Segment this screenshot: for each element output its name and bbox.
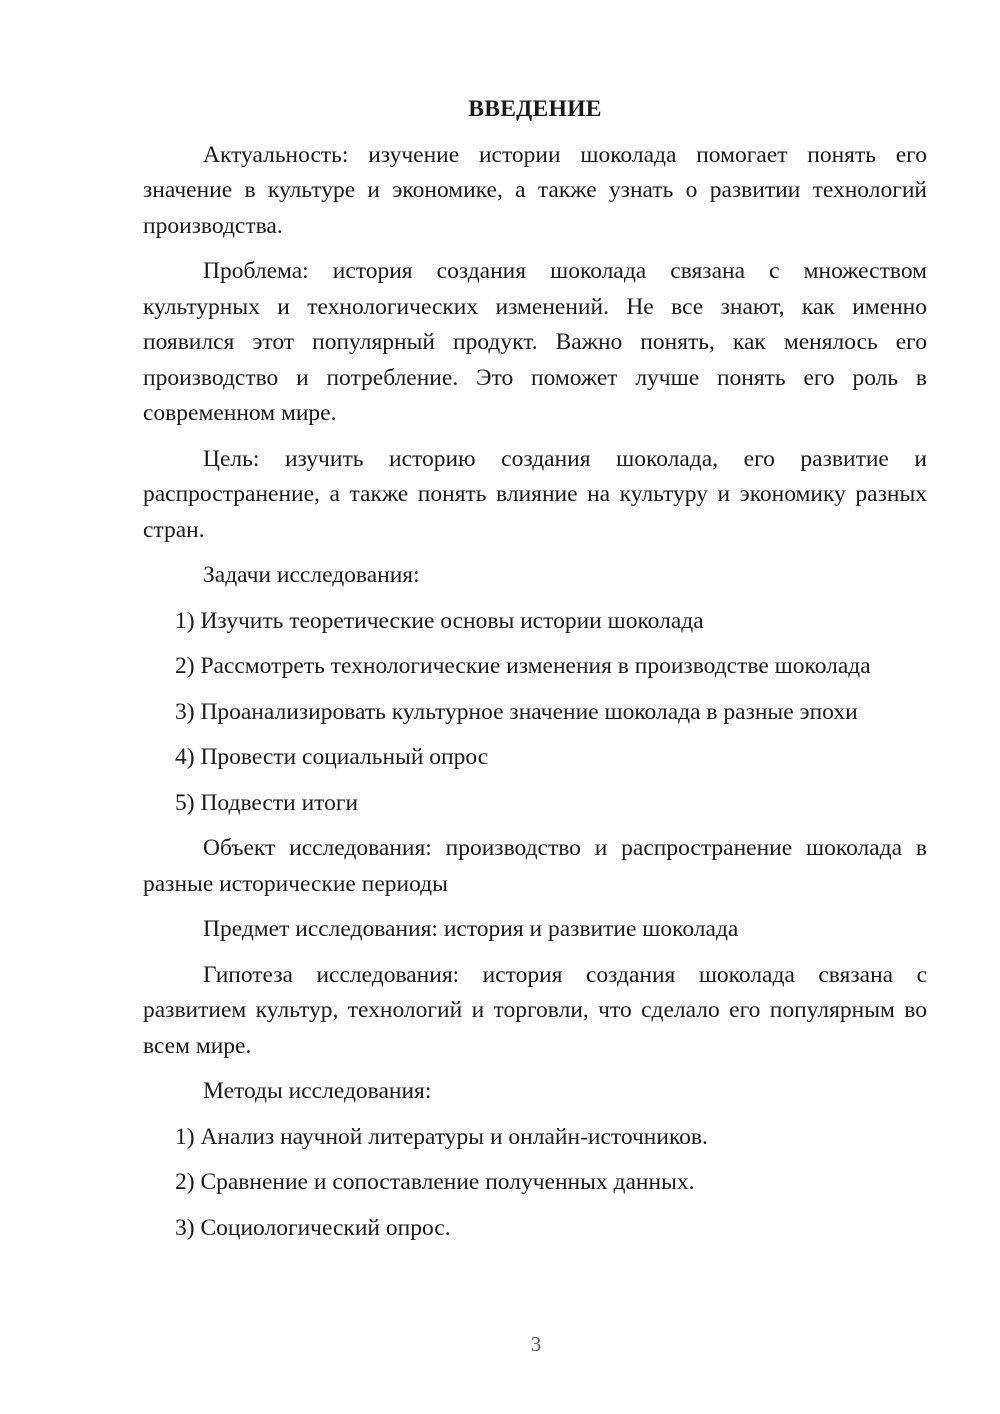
task-item: 3) Проанализировать культурное значение шоколада в разные эпохи — [175, 698, 858, 725]
methods-heading: Методы исследования: — [203, 1078, 432, 1104]
method-item: 1) Анализ научной литературы и онлайн-источников. — [175, 1123, 708, 1150]
task-item: 5) Подвести итоги — [175, 789, 359, 816]
tasks-heading: Задачи исследования: — [203, 562, 420, 588]
object-paragraph: Объект исследования: производство и распространение шоколада в разные исторические периоды — [143, 835, 927, 897]
page-number: 3 — [530, 1332, 542, 1356]
task-item: 4) Провести социальный опрос — [175, 744, 489, 770]
method-item: 3) Социологический опрос. — [175, 1214, 451, 1241]
problem-paragraph: Проблема: история создания шоколада связана с множеством культурных и технологических изменений. Не все знают, как именно появился этот популярный продукт. Важно понять, как менялось его производство и потребление. Это поможет лучше понять его роль в современном мире. — [143, 258, 927, 426]
relevance-paragraph: Актуальность: изучение истории шоколада помогает понять его значение в культуре и экономике, а также узнать о развитии технологий производства. — [143, 141, 927, 239]
task-item: 1) Изучить теоретические основы истории шоколада — [175, 607, 704, 634]
subject-line: Предмет исследования: история и развитие шоколада — [203, 916, 739, 942]
task-item: 2) Рассмотреть технологические изменения в производстве шоколада — [175, 653, 871, 679]
page-content — [143, 92, 927, 1256]
hypothesis-paragraph: Гипотеза исследования: история создания шоколада связана с развитием культур, технологий и торговли, что сделало его популярным во всем мире. — [143, 961, 927, 1059]
goal-paragraph: Цель: изучить историю создания шоколада, его развитие и распространение, а также понять влияние на культуру и экономику разных стран. — [143, 445, 927, 543]
method-item: 2) Сравнение и сопоставление полученных данных. — [175, 1169, 695, 1195]
page-title: ВВЕДЕНИЕ — [468, 96, 602, 122]
